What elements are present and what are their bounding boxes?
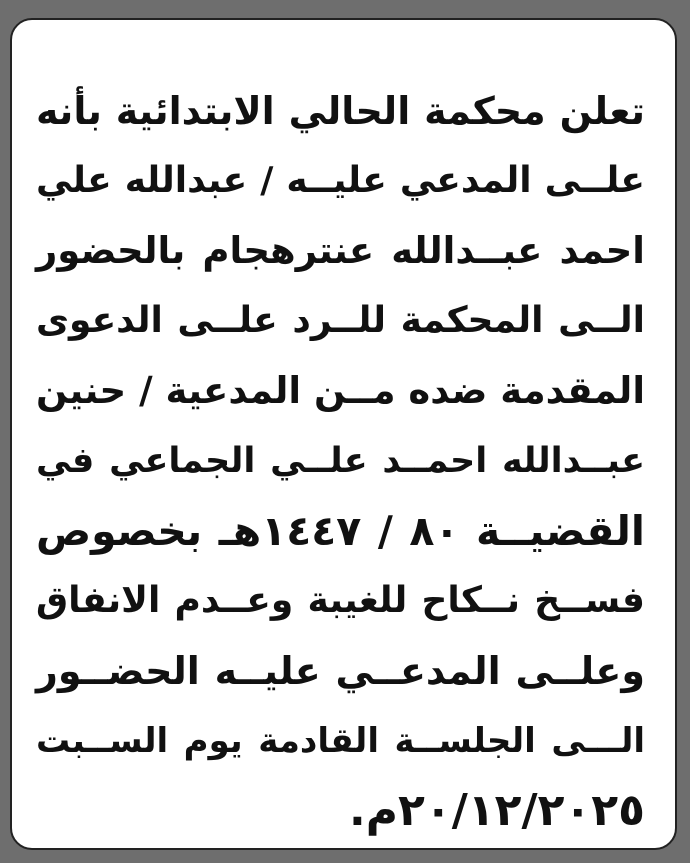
notice-line-9: وعلــى المدعــي عليــه الحضــور [36,649,645,693]
notice-line-10: الـــى الجلســة القادمة يوم الســبت [36,721,645,761]
notice-line-4: الــى المحكمة للــرد علــى الدعوى [36,300,645,341]
notice-line-2: علــى المدعي عليــه / عبدالله علي [36,160,645,201]
page-background [6,6,684,857]
notice-card [10,18,677,850]
notice-line-3: احمد عبــدالله عنترهجام بالحضور [36,229,645,272]
notice-line-1: تعلن محكمة الحالي الابتدائية بأنه [36,89,645,133]
notice-line-11-date: ٢٠/١٢/٢٠٢٥م. [349,785,645,836]
notice-line-8: فســخ نــكاح للغيبة وعــدم الانفاق [36,580,645,621]
notice-line-6: عبــدالله احمــد علــي الجماعي في [36,441,645,481]
court-notice-text [36,76,645,846]
notice-line-5: المقدمة ضده مــن المدعية / حنين [36,369,645,412]
notice-line-7: القضيــة ٨٠ / ١٤٤٧هـ بخصوص [36,507,645,555]
